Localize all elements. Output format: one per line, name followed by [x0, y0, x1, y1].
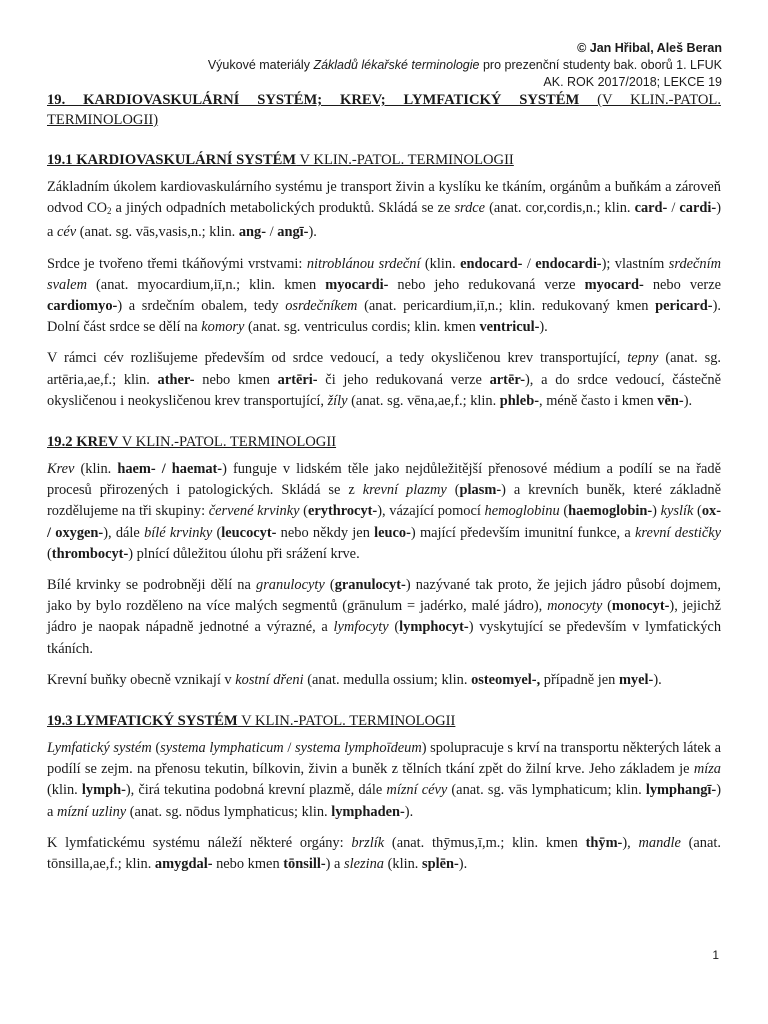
lesson-title-bold: 19. KARDIOVASKULÁRNÍ SYSTÉM; KREV; LYMFATICKÝ SYSTÉM	[47, 92, 580, 108]
header-authors: © Jan Hřibal, Aleš Beran	[577, 41, 722, 55]
text-run: nebo verze	[643, 276, 721, 293]
italic-term: mízní uzliny	[57, 803, 127, 820]
text-run: případně jen	[540, 671, 619, 688]
italic-term: mízní cévy	[386, 782, 448, 799]
italic-term: kyslík	[660, 503, 694, 520]
italic-term: mandle	[638, 834, 681, 851]
text-run: (	[47, 545, 52, 562]
text-run: ), čirá tekutina podobná krevní plazmě, dále	[125, 782, 387, 799]
text-run: nebo někdy jen	[276, 524, 375, 541]
italic-term: hemoglobinu	[484, 503, 560, 520]
italic-term: tepny	[627, 350, 659, 367]
text-run: ), vázající pomocí	[377, 503, 485, 520]
section-heading-normal: V KLIN.-PATOL. TERMINOLOGII	[237, 713, 456, 730]
bold-term: leucocyt-	[221, 524, 277, 541]
text-run: (anat. medulla ossium; klin.	[303, 671, 472, 688]
italic-term: krevní plazmy	[362, 482, 447, 499]
section-heading-19-3	[47, 711, 721, 731]
bold-term: lymph-	[81, 782, 126, 799]
italic-term: systema lymphoīdeum	[295, 740, 422, 757]
italic-term: lymfocyty	[333, 619, 389, 636]
paragraph	[47, 738, 721, 823]
text-run: nebo jeho redukovaná verze	[388, 276, 585, 293]
italic-term: červené krvinky	[208, 503, 300, 520]
paragraph	[47, 575, 721, 660]
bold-term: thȳm-	[585, 834, 623, 851]
text-run: ) a krevních buněk, které základně rozdělujeme na tři skupiny:	[47, 482, 721, 520]
bold-term: myocard-	[584, 276, 644, 293]
text-run: (	[151, 740, 161, 757]
paragraph	[47, 459, 721, 565]
text-run: (anat. sg. vās,vasis,n.; klin.	[76, 224, 239, 241]
text-run: /	[522, 255, 536, 272]
bold-term: phleb-	[499, 392, 539, 409]
bold-term: lymphocyt-	[399, 619, 469, 636]
italic-term: žíly	[327, 392, 348, 409]
italic-term: slezina	[344, 856, 384, 873]
bold-term: cardiomyo-	[47, 298, 118, 315]
italic-term: Lymfatický systém	[47, 740, 152, 757]
text-run: /	[667, 200, 680, 217]
text-run: (anat. pericardium,iī,n.; klin. redukovaný kmen	[357, 298, 656, 315]
bold-term: artēr-	[489, 371, 526, 388]
italic-term: kostní dřeni	[235, 671, 304, 688]
bold-term: myel-	[618, 671, 654, 688]
text-run: (klin.	[74, 461, 118, 478]
text-run: ).	[653, 671, 662, 688]
text-run: a jiných odpadních metabolických produktů. Skládá se ze	[111, 200, 455, 217]
text-run: (	[446, 482, 460, 499]
text-run: (	[324, 577, 335, 594]
section-heading-bold: 19.2 KREV	[47, 434, 119, 451]
text-run: ). Dolní část srdce se dělí na	[47, 298, 721, 336]
text-run: ) a	[47, 782, 721, 820]
text-run: (klin.	[384, 856, 422, 873]
paragraph	[47, 670, 721, 691]
bold-term: erythrocyt-	[307, 503, 378, 520]
text-run: )	[652, 503, 661, 520]
section-heading-normal: V KLIN.-PATOL. TERMINOLOGII	[296, 152, 514, 168]
bold-term: ather-	[157, 371, 195, 388]
italic-term: monocyty	[547, 598, 603, 615]
header-course-text-b: pro prezenční studenty bak. oborů 1. LFUK	[479, 58, 722, 72]
italic-term: cév	[57, 224, 77, 241]
text-run: (anat. sg. artēria,ae,f.; klin.	[47, 350, 722, 388]
bold-term: plasm-	[459, 482, 502, 499]
paragraph	[47, 833, 721, 875]
lesson-title	[47, 90, 721, 130]
text-run: (	[299, 503, 308, 520]
text-run: nebo kmen	[212, 856, 284, 873]
text-run: ) nazývané tak proto, že jejich jádro působí dojmem, jako by bylo rozděleno na více malých segmentů (grānulum = jadérko, malé jádro),	[47, 577, 721, 615]
bold-term: monocyt-	[611, 598, 670, 615]
text-run: , méně často i kmen	[539, 392, 658, 409]
bold-term: splēn-	[421, 856, 459, 873]
header-course-title: Základů lékařské terminologie	[313, 58, 480, 72]
text-run: (anat. tōnsilla,ae,f.; klin.	[47, 834, 721, 873]
bold-term: ang-	[238, 224, 267, 241]
text-run: V rámci cév rozlišujeme především od srdce vedoucí, a tedy okysličenou krev transportující,	[47, 350, 628, 367]
text-run: Krevní buňky obecně vznikají v	[47, 671, 236, 688]
text-run: ) vyskytující se především v lymfatických tkáních.	[47, 619, 722, 657]
italic-term: Krev	[47, 461, 75, 478]
page-number: 1	[712, 948, 719, 962]
text-run: (	[212, 524, 222, 541]
text-run: (klin.	[47, 782, 82, 799]
text-run: ) a	[47, 200, 721, 241]
bold-term: endocard-	[460, 255, 523, 272]
text-run: (	[559, 503, 569, 520]
bold-term: artēri-	[277, 371, 318, 388]
bold-term: ventricul-	[479, 319, 540, 336]
text-run: ) spolupracuje s krví na transportu některých látek a podílí se zejm. na přenosu tekutin, bílkovin, živin a buněk z tělních tkání zpět do žilní krve. Jeho základem je	[47, 740, 722, 778]
italic-term: srdce	[454, 200, 486, 217]
bold-term: vēn-	[657, 392, 684, 409]
text-run: (anat. thȳmus,ī,m.; klin. kmen	[384, 834, 586, 851]
bold-term: lymphaden-	[331, 803, 405, 820]
bold-term: leuco-	[374, 524, 411, 541]
subscript: 2	[107, 206, 112, 217]
section-heading-bold: 19.1 KARDIOVASKULÁRNÍ SYSTÉM	[47, 152, 297, 168]
text-run: (klin.	[420, 255, 461, 272]
italic-term: brzlík	[351, 834, 385, 851]
text-run: K lymfatickému systému náleží některé orgány:	[47, 834, 352, 851]
page-header	[162, 40, 722, 91]
bold-term: angī-	[277, 224, 309, 241]
bold-term: endocardi-	[535, 255, 602, 272]
document-body	[47, 90, 721, 885]
text-run: ), a do srdce vedoucí, částečně okysličenou i neokysličenou krev transportující,	[47, 371, 721, 409]
paragraph	[47, 254, 721, 339]
bold-term: haem- / haemat-	[117, 461, 223, 478]
section-heading-bold: 19.3 LYMFATICKÝ SYSTÉM	[47, 713, 238, 730]
text-run: Srdce je tvořeno třemi tkáňovými vrstvami:	[47, 255, 307, 272]
text-run: ).	[683, 392, 693, 409]
text-run: ) funguje v lidském těle jako nejdůležitější přenosové médium a podílí se na řadě procesů přirozených i patologických. Skládá se z	[47, 461, 721, 499]
text-run: ).	[458, 856, 468, 873]
text-run: ),	[622, 834, 639, 851]
text-run: ), jejichž jádro je naopak nápadně jednotné a výrazné, a	[47, 598, 721, 636]
text-run: nebo kmen	[194, 371, 278, 388]
bold-term: thrombocyt-	[51, 545, 129, 562]
italic-term: míza	[693, 761, 721, 778]
header-year-lesson: AK. ROK 2017/2018; LEKCE 19	[543, 75, 722, 89]
bold-term: card-	[634, 200, 668, 217]
text-run: /	[266, 224, 278, 241]
italic-term: systema lymphaticum	[160, 740, 284, 757]
paragraph	[47, 348, 721, 412]
italic-term: komory	[201, 319, 245, 336]
text-run: ), dále	[103, 524, 145, 541]
text-run: (anat. myocardium,iī,n.; klin. kmen	[86, 276, 326, 293]
italic-term: granulocyty	[256, 577, 325, 594]
header-course-text-a: Výukové materiály	[207, 58, 314, 72]
bold-term: cardi-	[679, 200, 717, 217]
section-heading-19-2	[47, 432, 721, 452]
text-run: (anat. sg. ventriculus cordis; klin. kmen	[244, 319, 480, 336]
text-run: (	[388, 619, 400, 636]
bold-term: amygdal-	[154, 856, 213, 873]
text-run: /	[283, 740, 295, 757]
bold-term: pericard-	[655, 298, 713, 315]
text-run: či jeho redukovaná verze	[317, 371, 490, 388]
text-run: ) a	[325, 856, 345, 873]
text-run: (	[602, 598, 612, 615]
text-run: Bílé krvinky se podrobněji dělí na	[47, 577, 257, 594]
bold-term: osteomyel-,	[471, 671, 541, 688]
text-run: ); vlastním	[601, 255, 669, 272]
text-run: (anat. sg. vēna,ae,f.; klin.	[347, 392, 500, 409]
bold-term: lymphangī-	[645, 782, 717, 799]
italic-term: osrdečníkem	[285, 298, 358, 315]
italic-term: krevní destičky	[634, 524, 721, 541]
bold-term: tōnsill-	[283, 856, 326, 873]
italic-term: srdečním svalem	[47, 255, 722, 293]
text-run: ) mající především imunitní funkce, a	[410, 524, 635, 541]
section-heading-19-1	[47, 150, 721, 170]
italic-term: nitroblánou srdeční	[306, 255, 421, 272]
bold-term: granulocyt-	[334, 577, 406, 594]
text-run: ) plnící důležitou úlohu při srážení krve.	[128, 545, 360, 562]
bold-term: myocardi-	[325, 276, 389, 293]
text-run: (anat. sg. vās lymphaticum; klin.	[447, 782, 646, 799]
paragraph	[47, 177, 721, 244]
text-run: ) a srdečním obalem, tedy	[117, 298, 286, 315]
lesson-title-normal: (V KLIN.-PATOL. TERMINOLOGII)	[47, 92, 721, 128]
text-run: Základním úkolem kardiovaskulárního systému je transport živin a kyslíku ke tkáním, orgánům a buňkám a zároveň odvod CO	[47, 179, 721, 217]
text-run: ).	[308, 224, 317, 241]
text-run: (anat. sg. nōdus lymphaticus; klin.	[126, 803, 332, 820]
header-course-line	[162, 57, 722, 74]
text-run: ).	[404, 803, 414, 820]
text-run: (anat. cor,cordis,n.; klin.	[485, 200, 635, 217]
text-run: ).	[539, 319, 548, 336]
text-run: (	[693, 503, 702, 520]
bold-term: ox- / oxygen-	[47, 503, 722, 541]
italic-term: bílé krvinky	[144, 524, 213, 541]
section-heading-normal: V KLIN.-PATOL. TERMINOLOGII	[118, 434, 337, 451]
bold-term: haemoglobin-	[568, 503, 653, 520]
